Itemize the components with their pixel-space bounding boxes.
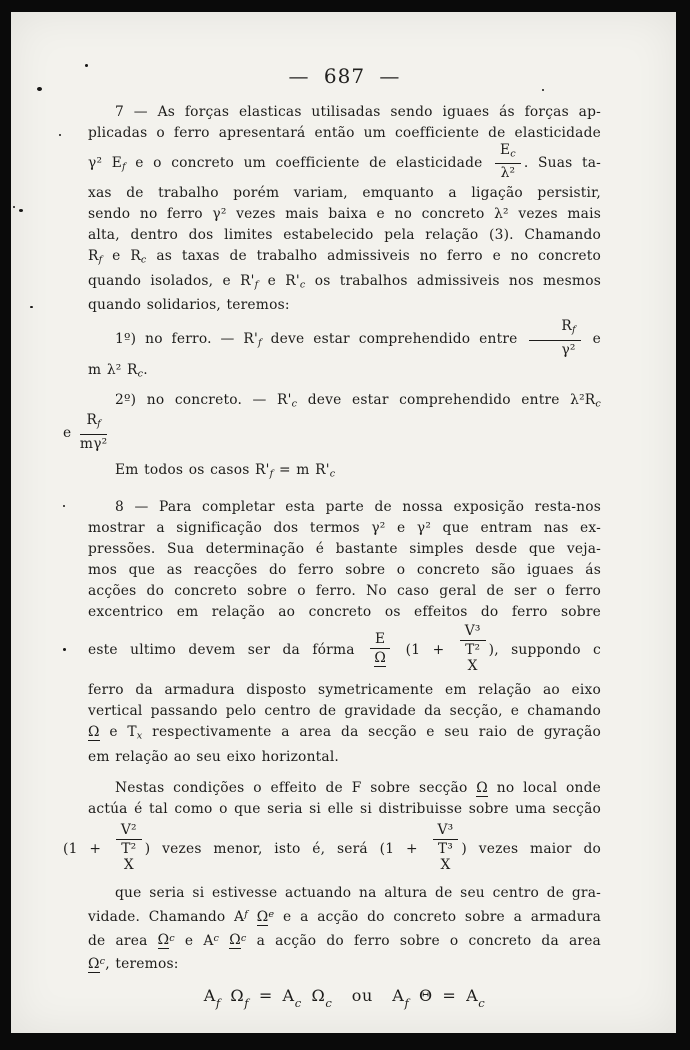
sub-script: f	[404, 995, 410, 1010]
sub-script: c	[294, 995, 302, 1010]
sub-script: f	[98, 254, 103, 266]
text-line: vertical passando pelo centro de gravidade da secção, e chamando	[88, 703, 601, 720]
sub-script: c	[299, 279, 306, 291]
text-line: actúa é tal como o que seria si elle si distribuisse sobre uma secção	[88, 800, 601, 817]
underlined-symbol: Ω	[374, 650, 386, 667]
text-line: vidade. Chamando $A^f$ $\Omega^e$ e a acção do concreto sobre a armadura	[88, 908, 602, 925]
text-line: acções do concreto sobre o ferro. No caso geral de ser o ferro	[88, 583, 601, 600]
list-item-2-concreto	[63, 390, 601, 454]
dust-speck	[63, 505, 65, 507]
text-line: 1º) no ferro. — $R'_f$ deve estar comprehendido entre $\frac{R_f}{\text{γ²}}$ e	[115, 318, 601, 358]
text-line: xas de trabalho porém variam, emquanto a ligação persistir,	[88, 185, 601, 202]
fraction: $\frac{E_c}{\text{λ²}}$	[495, 142, 521, 181]
sub-script: f	[254, 279, 259, 291]
text-line: m λ² $R_c$.	[88, 361, 148, 380]
sub-script: c	[137, 368, 144, 380]
fraction: V³ T² X	[460, 623, 486, 674]
dust-speck	[63, 648, 66, 651]
paragraph-10-centro-gravidade	[88, 883, 601, 976]
text-line: plicadas o ferro apresentará então um coefficiente de elasticidade	[88, 125, 601, 141]
sub-script: c	[510, 148, 516, 160]
list-item-1-ferro	[88, 320, 601, 384]
dust-speck	[37, 87, 42, 91]
text-line: γ² $E_f$ e o concreto um coefficiente de elasticidade $\frac{E_c}{\text{λ²}}$ . Suas ta-	[88, 142, 602, 182]
text-line: quando solidarios, teremos:	[88, 297, 290, 314]
page-number: — 687 —	[288, 64, 401, 88]
sup-script: c	[213, 932, 220, 944]
sub-script: c	[329, 468, 336, 480]
formula-final-equation	[88, 985, 601, 1014]
sub-script: f	[257, 337, 262, 349]
sup-script: c	[169, 932, 175, 944]
fraction: V³ T³ X	[433, 822, 459, 873]
dust-speck	[13, 206, 15, 208]
dust-speck	[30, 306, 33, 308]
dust-speck	[59, 134, 61, 136]
text-line: alta, dentro dos limites estabelecido pela relação (3). Chamando	[88, 227, 601, 244]
underlined-symbol: Ω	[476, 779, 488, 796]
sup-script: e	[268, 908, 275, 920]
text-line: (1 + V² T² X ) vezes menor, isto é, será (1 + V³ T³ X ) vezes maior do	[63, 821, 601, 873]
text-line: de area $\Omega^c$ e $A^c$ $\Omega^c$ a acção do ferro sobre o concreto da area	[88, 932, 601, 949]
text-line: este ultimo devem ser da fórma $\frac{E}{\Omega}$ (1 + V³ T² X ), suppondo c	[88, 623, 601, 675]
sub-script: f	[121, 161, 126, 173]
sub-script: c	[595, 398, 601, 410]
fraction: $\frac{R_f}{\text{mγ²}}$	[79, 412, 108, 452]
text-line: 8 — Para completar esta parte de nossa exposição resta-nos	[115, 499, 601, 516]
text-line: em relação ao seu eixo horizontal.	[88, 748, 340, 765]
sup-script: c	[240, 932, 247, 944]
paragraph-8-part2	[88, 680, 601, 767]
text-line: $R_f$ e $R_c$ as taxas de trabalho admissiveis no ferro e no concreto	[88, 248, 601, 266]
dust-speck	[19, 209, 23, 212]
paragraph-9-nestas-condicoes	[88, 778, 601, 820]
text-line: 7 — As forças elasticas utilisadas sendo iguaes ás forças ap-	[115, 104, 601, 120]
underlined-symbol: Ω	[88, 956, 100, 973]
fraction: $\frac{R_f}{\text{γ²}}$	[529, 318, 580, 357]
sup-script: f	[244, 908, 249, 920]
sub-script: c	[291, 398, 298, 410]
sub-script: f	[269, 468, 274, 480]
text-line: excentrico em relação ao concreto os effeitos do ferro sobre	[88, 604, 601, 621]
sup-script: c	[99, 956, 106, 968]
sub-script: x	[136, 730, 143, 742]
text-line: e $\frac{R_f}{\text{mγ²}}$	[63, 412, 108, 452]
sub-script: f	[215, 995, 221, 1010]
underlined-symbol: Ω	[157, 932, 170, 949]
text-line: Em todos os casos $R'_f = m$ $R'_c$	[115, 461, 336, 480]
text-line: $\Omega^c$, teremos:	[88, 956, 179, 973]
text-line: quando isolados, e $R'_f$ e $R'_c$ os trabalhos admissiveis nos mesmos	[88, 272, 601, 291]
text-line: 2º) no concreto. — $R'_c$ deve estar comprehendido entre $\lambda^2R_c$	[115, 392, 601, 410]
note-all-cases	[88, 460, 601, 484]
formula-ratio-line	[63, 821, 601, 875]
text-line: mostrar a significação dos termos γ² e γ² que entram nas ex-	[88, 520, 601, 537]
scanned-page	[11, 12, 676, 1033]
text-line: Nestas condições o effeito de F sobre secção Ω no local onde	[115, 779, 601, 796]
fraction: V² T² X	[116, 822, 142, 873]
fraction: $\frac{E}{\Omega}$	[370, 631, 390, 666]
underlined-symbol: Ω	[256, 908, 269, 925]
underlined-symbol: Ω	[229, 932, 241, 949]
page-content	[63, 12, 602, 1014]
text-line: mos que as reacções do ferro sobre o concreto são iguaes ás	[88, 562, 601, 579]
text-line: que seria si estivesse actuando na altura de seu centro de gra-	[115, 884, 601, 901]
sub-script: f	[571, 324, 576, 336]
sub-script: f	[97, 418, 101, 430]
formula-elasticity-line	[88, 625, 601, 676]
text-line: ferro da armadura disposto symetricamente em relação ao eixo	[88, 682, 601, 699]
underlined-symbol: Ω	[88, 724, 100, 741]
sub-script: c	[140, 254, 147, 266]
sub-script: c	[325, 995, 333, 1010]
text-line: Ω e $T_x$ respectivamente a area da secção e seu raio de gyração	[88, 724, 601, 742]
text-line: $A_f$ $\Omega_f = A_c$ $\Omega_c$ ou $A_f$ $\Theta = A_c$	[203, 986, 486, 1010]
text-line: pressões. Sua determinação é bastante simples desde que veja-	[88, 541, 601, 558]
paragraph-7-elastic-forces	[88, 102, 601, 316]
sub-script: c	[478, 995, 486, 1010]
text-line: sendo no ferro γ² vezes mais baixa e no concreto λ² vezes mais	[88, 206, 601, 223]
paragraph-8-part1	[88, 497, 601, 623]
sub-script: f	[244, 995, 250, 1010]
